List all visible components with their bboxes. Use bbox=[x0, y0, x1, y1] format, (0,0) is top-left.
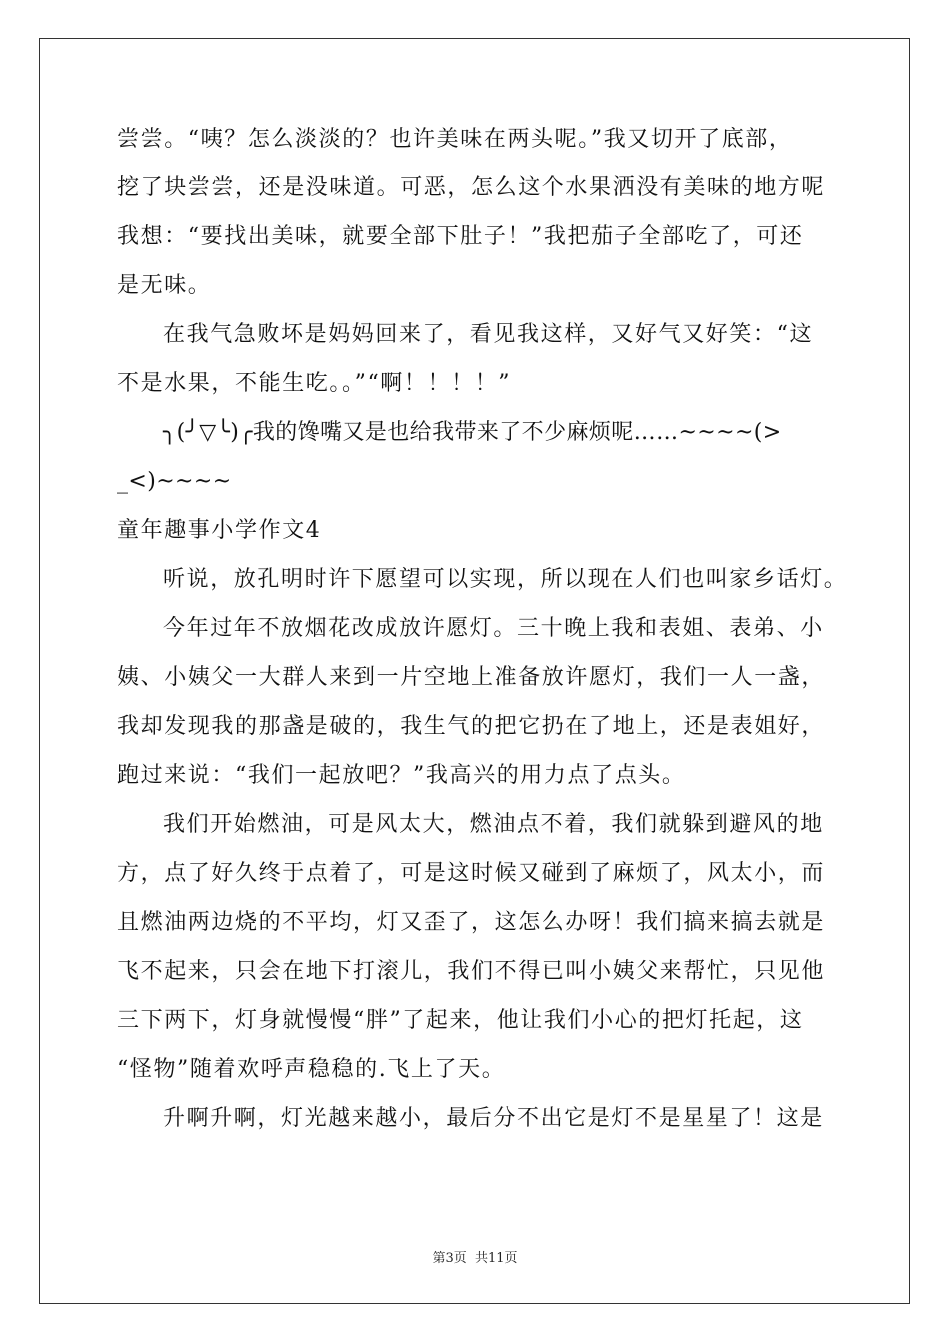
text-line: 方，点了好久终于点着了，可是这时候又碰到了麻烦了，风太小，而 bbox=[117, 861, 826, 886]
text-line: “怪物”随着欢呼声稳稳的.飞上了天。 bbox=[117, 1057, 506, 1082]
text-line: 尝尝。“咦？怎么淡淡的？也许美味在两头呢。”我又切开了底部， bbox=[117, 127, 793, 152]
text-line: _<)~~~~ bbox=[117, 469, 232, 494]
page-footer bbox=[0, 1247, 950, 1266]
section-heading: 童年趣事小学作文4 bbox=[117, 518, 322, 543]
text-line: 且燃油两边烧的不平均，灯又歪了，这怎么办呀！我们搞来搞去就是 bbox=[117, 910, 826, 935]
text-line: 挖了块尝尝，还是没味道。可恶，怎么这个水果洒没有美味的地方呢 bbox=[117, 175, 826, 200]
text-line: 三下两下，灯身就慢慢“胖”了起来，他让我们小心的把灯托起，这 bbox=[117, 1008, 804, 1033]
page-total: 共11页 bbox=[474, 1251, 518, 1266]
page-number: 第3页 bbox=[432, 1251, 467, 1266]
text-line: 是无味。 bbox=[117, 273, 212, 298]
text-line: 姨、小姨父一大群人来到一片空地上准备放许愿灯，我们一人一盏， bbox=[117, 665, 826, 690]
text-line: 在我气急败坏是妈妈回来了，看见我这样，又好气又好笑：“这 bbox=[163, 322, 814, 347]
text-line: ╮(╯▽╰)╭我的馋嘴又是也给我带来了不少麻烦呢……~~~~(> bbox=[163, 420, 782, 445]
text-line: 跑过来说：“我们一起放吧？”我高兴的用力点了点头。 bbox=[117, 763, 686, 788]
text-line: 我们开始燃油，可是风太大，燃油点不着，我们就躲到避风的地 bbox=[163, 812, 824, 837]
text-line: 听说，放孔明时许下愿望可以实现，所以现在人们也叫家乡话灯。 bbox=[163, 567, 848, 592]
text-line: 飞不起来，只会在地下打滚儿，我们不得已叫小姨父来帮忙，只见他 bbox=[117, 959, 826, 984]
text-line: 不是水果，不能生吃。。”“啊！！！！” bbox=[117, 371, 512, 396]
text-line: 我却发现我的那盏是破的，我生气的把它扔在了地上，还是表姐好， bbox=[117, 714, 826, 739]
text-line: 我想：“要找出美味，就要全部下肚子！”我把茄子全部吃了，可还 bbox=[117, 224, 804, 249]
text-line: 今年过年不放烟花改成放许愿灯。三十晚上我和表姐、表弟、小 bbox=[163, 616, 824, 641]
text-line: 升啊升啊，灯光越来越小，最后分不出它是灯不是星星了！这是 bbox=[163, 1106, 824, 1131]
